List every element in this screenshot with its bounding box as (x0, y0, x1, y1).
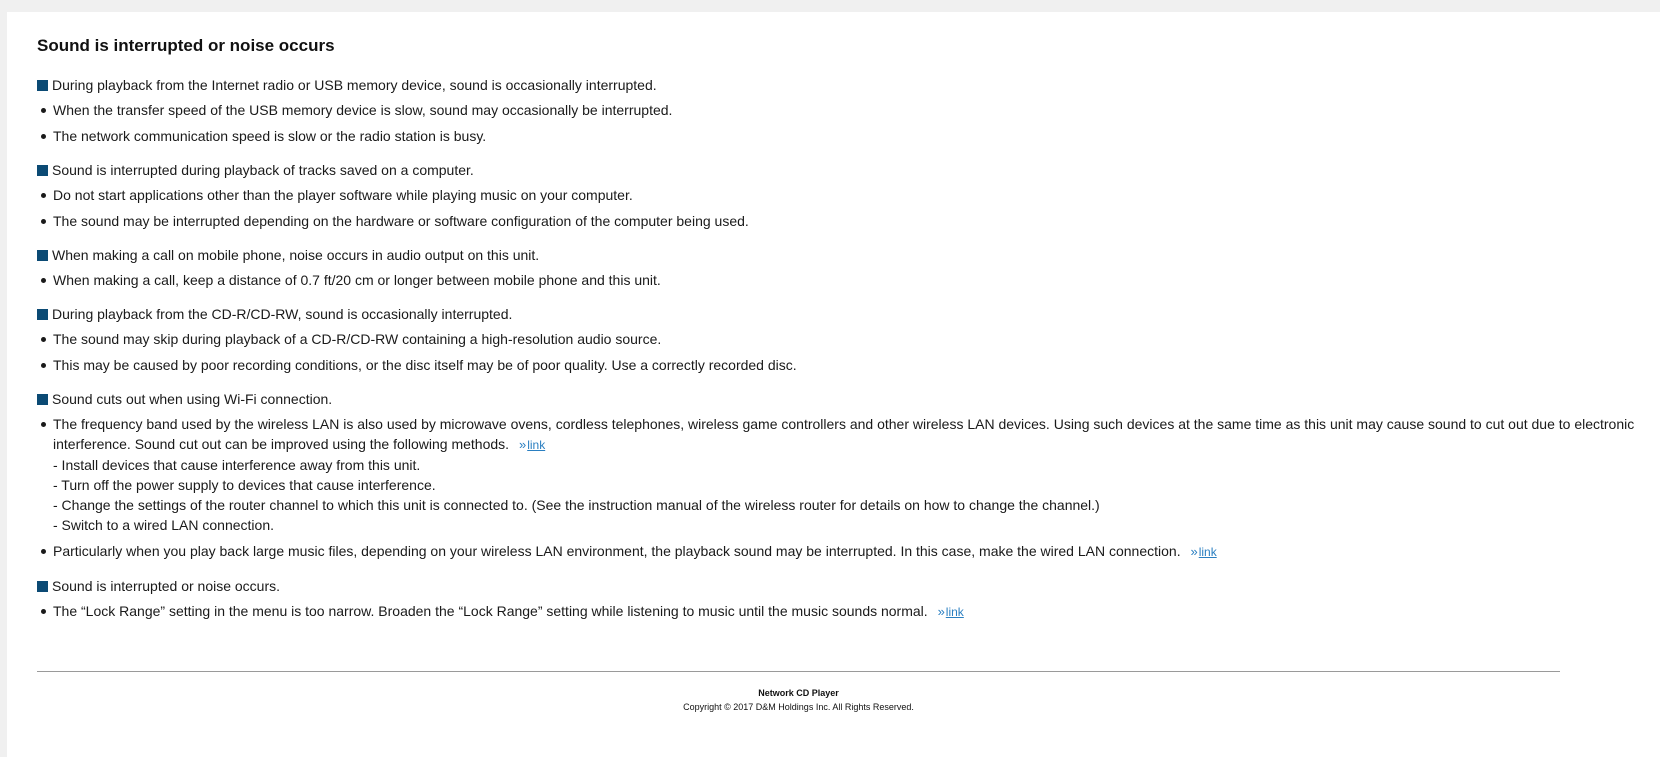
cause-list (37, 601, 1657, 622)
footer-product-name: Network CD Player (758, 688, 839, 698)
bullet-dot-icon (41, 278, 46, 283)
list-item-text: The “Lock Range” setting in the menu is too narrow. Broaden the “Lock Range” setting while listening to music until the music sounds normal. (53, 603, 928, 619)
section-heading-text: Sound is interrupted during playback of tracks saved on a computer. (52, 162, 474, 178)
square-bullet-icon (37, 309, 48, 320)
method-item: - Change the settings of the router channel to which this unit is connected to. (See the instruction manual of the wireless router for details on how to change the channel.) (53, 497, 1100, 513)
sections (37, 76, 1657, 637)
square-bullet-icon (37, 165, 48, 176)
bullet-dot-icon (41, 337, 46, 342)
section-heading-text: Sound is interrupted or noise occurs. (52, 578, 281, 594)
list-item (37, 541, 1657, 562)
list-item-text: Do not start applications other than the player software while playing music on your computer. (53, 187, 633, 203)
cause-list (37, 329, 1657, 375)
double-chevron-icon: » (1190, 544, 1198, 559)
list-item-text: The network communication speed is slow or the radio station is busy. (53, 128, 487, 144)
square-bullet-icon (37, 80, 48, 91)
list-item-text: When making a call, keep a distance of 0.7 ft/20 cm or longer between mobile phone and this unit. (53, 272, 661, 288)
method-item: - Switch to a wired LAN connection. (53, 517, 274, 533)
reference-link-label: link (945, 605, 964, 619)
list-item-text: The sound may be interrupted depending on the hardware or software configuration of the computer being used. (53, 213, 749, 229)
bullet-dot-icon (41, 193, 46, 198)
bullet-dot-icon (41, 219, 46, 224)
list-item-text: The frequency band used by the wireless LAN is also used by microwave ovens, cordless telephones, wireless game controllers and other wireless LAN devices. Using such devices at the same time as this unit may cause sound to cut out due to electronic interference. Sound cut out can be improved using the following methods. (53, 416, 1635, 452)
bullet-dot-icon (41, 363, 46, 368)
square-bullet-icon (37, 250, 48, 261)
list-item-text: The sound may skip during playback of a CD-R/CD-RW containing a high-resolution audio source. (53, 331, 662, 347)
section-heading-text: During playback from the Internet radio or USB memory device, sound is occasionally interrupted. (52, 77, 657, 93)
footer (37, 686, 1560, 714)
section-heading (37, 390, 1657, 408)
reference-link[interactable] (1190, 545, 1216, 559)
list-item (37, 414, 1657, 535)
cause-list (37, 185, 1657, 231)
section-usb-radio (37, 76, 1657, 146)
section-mobile-phone (37, 246, 1657, 290)
list-item (37, 185, 1657, 205)
reference-link[interactable] (938, 605, 964, 619)
section-heading (37, 161, 1657, 179)
list-item (37, 329, 1657, 349)
section-wifi (37, 390, 1657, 562)
section-heading-text: Sound cuts out when using Wi-Fi connection. (52, 391, 333, 407)
section-heading (37, 246, 1657, 264)
list-item (37, 100, 1657, 120)
square-bullet-icon (37, 581, 48, 592)
cause-list (37, 270, 1657, 290)
section-heading-text: When making a call on mobile phone, noise occurs in audio output on this unit. (52, 247, 540, 263)
list-item-text: This may be caused by poor recording conditions, or the disc itself may be of poor quality. Use a correctly recorded disc. (53, 357, 797, 373)
section-lock-range (37, 577, 1657, 622)
method-item: - Turn off the power supply to devices that cause interference. (53, 477, 436, 493)
footer-divider (37, 671, 1560, 672)
bullet-dot-icon (41, 134, 46, 139)
list-item-text: When the transfer speed of the USB memory device is slow, sound may occasionally be interrupted. (53, 102, 673, 118)
section-heading-text: During playback from the CD-R/CD-RW, sound is occasionally interrupted. (52, 306, 513, 322)
bullet-dot-icon (41, 609, 46, 614)
bullet-dot-icon (41, 422, 46, 427)
bullet-dot-icon (41, 549, 46, 554)
reference-link-label: link (527, 438, 546, 452)
section-heading (37, 76, 1657, 94)
double-chevron-icon: » (937, 604, 945, 619)
cause-list (37, 414, 1657, 562)
bullet-dot-icon (41, 108, 46, 113)
section-heading (37, 577, 1657, 595)
reference-link-label: link (1198, 545, 1217, 559)
section-heading (37, 305, 1657, 323)
section-cd-playback (37, 305, 1657, 375)
reference-link[interactable] (519, 438, 545, 452)
list-item (37, 211, 1657, 231)
list-item (37, 270, 1657, 290)
cause-list (37, 100, 1657, 146)
list-item-text: Particularly when you play back large music files, depending on your wireless LAN environment, the playback sound may be interrupted. In this case, make the wired LAN connection. (53, 543, 1181, 559)
list-item (37, 126, 1657, 146)
page (7, 12, 1660, 757)
page-title: Sound is interrupted or noise occurs (37, 36, 335, 55)
footer-copyright: Copyright © 2017 D&M Holdings Inc. All Rights Reserved. (683, 702, 914, 712)
square-bullet-icon (37, 394, 48, 405)
method-item: - Install devices that cause interference away from this unit. (53, 457, 421, 473)
double-chevron-icon: » (518, 437, 527, 452)
section-computer-playback (37, 161, 1657, 231)
list-item (37, 601, 1657, 622)
list-item (37, 355, 1657, 375)
